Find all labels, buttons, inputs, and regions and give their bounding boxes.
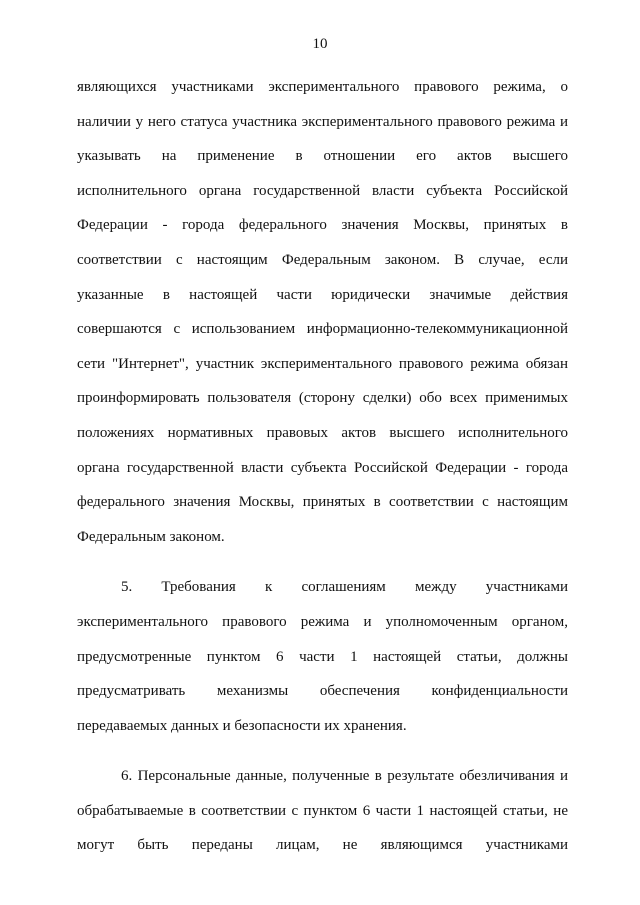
text-line: Федерации - города федерального значения Москвы, принятых в <box>77 217 568 234</box>
text-line: исполнительного органа государственной власти субъекта Российской <box>77 182 568 199</box>
text-line: федерального значения Москвы, принятых в соответствии с настоящим <box>77 494 568 511</box>
paragraph-spacer <box>77 554 568 570</box>
page-number: 10 <box>312 36 328 52</box>
text-line: могут быть переданы лицам, не являющимся участниками <box>77 837 568 854</box>
text-line: экспериментального правового режима и уполномоченным органом, <box>77 613 568 630</box>
text-line: указанные в настоящей части юридически значимые действия <box>77 286 568 303</box>
text-line: соответствии с настоящим Федеральным законом. В случае, если <box>77 251 568 268</box>
body-text <box>77 70 568 863</box>
paragraph-spacer <box>77 743 568 759</box>
text-line: предусмотренные пунктом 6 части 1 настоящей статьи, должны <box>77 648 568 665</box>
text-line: указывать на применение в отношении его актов высшего <box>77 148 568 165</box>
text-line: предусматривать механизмы обеспечения конфиденциальности <box>77 683 568 700</box>
paragraph-item-6 <box>77 759 568 863</box>
text-line: проинформировать пользователя (сторону сделки) обо всех применимых <box>77 390 568 407</box>
paragraph-item-5 <box>77 570 568 743</box>
text-line: 5. Требования к соглашениям между участниками <box>121 579 568 596</box>
text-line: являющихся участниками экспериментального правового режима, о <box>77 79 568 95</box>
text-line: 6. Персональные данные, полученные в результате обезличивания и <box>121 768 568 785</box>
text-line: органа государственной власти субъекта Российской Федерации - города <box>77 459 568 476</box>
text-line: передаваемых данных и безопасности их хранения. <box>77 717 407 734</box>
text-line: обрабатываемые в соответствии с пунктом 6 части 1 настоящей статьи, не <box>77 802 568 819</box>
text-line: сети "Интернет", участник экспериментального правового режима обязан <box>77 355 568 372</box>
paragraph-continuation <box>77 70 568 554</box>
text-line: совершаются с использованием информационно-телекоммуникационной <box>77 321 568 338</box>
text-line: Федеральным законом. <box>77 528 225 545</box>
text-line: положениях нормативных правовых актов высшего исполнительного <box>77 424 568 441</box>
text-line: наличии у него статуса участника экспериментального правового режима и <box>77 113 568 130</box>
